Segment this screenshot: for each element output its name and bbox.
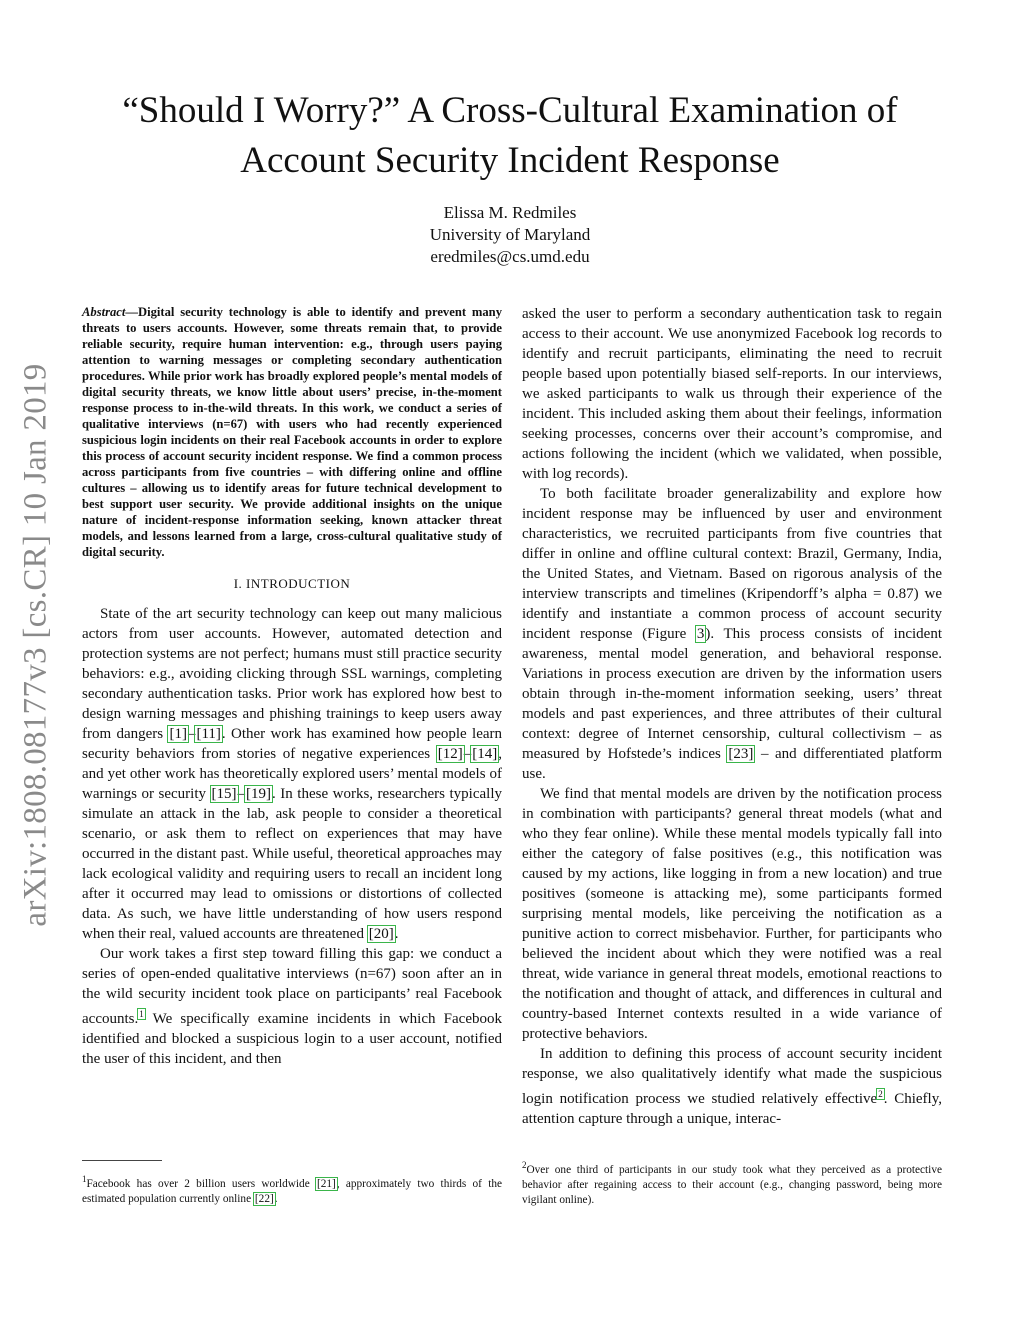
author-name: Elissa M. Redmiles: [443, 203, 577, 222]
right-column: [522, 304, 942, 1129]
figure-link[interactable]: 3: [696, 626, 705, 642]
footnote-1: $^1$Facebook has over 2 billion users worldwide [21], approximately two thirds of the estimated population currently online [22].: [82, 1174, 502, 1205]
intro-paragraph-1: State of the art security technology can keep out many malicious actors from user accounts. However, automated detection and protection systems are not perfect; humans must still practice security behaviors: e.g., avoiding clicking through SSL warnings, completing secondary authentication tasks. Prior work has explored how best to design warning messages and phishing trainings to keep users away from dangers [1]–[11]. Other work has examined how people learn security behaviors from stories of negative experiences [12]–[14], and yet other work has theoretically explored users’ mental models of warnings or security [15]–[19]. In these works, researchers typically simulate an attack in the lab, ask people to consider a theoretical scenario, or ask them to reflect on experiences that may have occurred in the distant past. While useful, theoretical approaches may lack ecological validity and requiring users to recall an incident long after it occurred may lead to omissions or distortions of collected data. As such, we have little understanding of how users respond when their real, valued accounts are threatened [20].: [82, 606, 503, 942]
abstract-text: —Digital security technology is able to identify and prevent many threats to users accounts. However, some threats remain that, to provide reliable security, require human intervention: e.g., through users paying attention to warning messages or completing secondary authentication procedures. While prior work has broadly explored people’s mental models of digital security threats, we know little about users’ precise, in-the-moment response process to in-the-wild threats. In this work, we conduct a series of qualitative interviews (n=67) with users who had recently experienced suspicious login incidents on their real Facebook accounts in order to explore this process of account security incident response. We find a common process across participants from five countries – with differing online and offline cultures – allowing us to identify areas for future technical development to best support user security. We provide additional insights on the unique nature of incident-response information seeking, known attacker threat models, and lessons learned from a large, cross-cultural qualitative study of digital security.: [82, 305, 502, 559]
footnote-rule: [82, 1160, 162, 1161]
footnote-2: $^2$Over one third of participants in our study took what they perceived as a protective behavior after regaining access to their account (e.g., changing password, being more vigilant online).: [522, 1160, 942, 1206]
footnote-link[interactable]: 2: [878, 1089, 883, 1099]
left-column: [82, 304, 502, 1069]
citation-link[interactable]: [20]: [368, 926, 394, 942]
citation-link[interactable]: [12]: [437, 746, 463, 762]
citation-link[interactable]: [1]: [169, 726, 187, 742]
citation-link[interactable]: [23]: [728, 746, 754, 762]
author-affiliation: University of Maryland: [429, 225, 591, 244]
paper-title: [60, 86, 960, 186]
intro-paragraph-4: We find that mental models are driven by the notification process in combination with participants? general threat models (what and who they fear online). While these mental models typically fall into either the category of false positives (e.g., this notification was caused by my actions, like logging in from a new location) and true positives (someone is attacking me), some participants formed surprising mental models, like perceiving the notification as a punitive action to correct misbehavior. Further, for participants who believed the incident about which they were notified was a real threat, wide variance in general threat models, emotional reactions to the notification and thought of attack, and differences in cultural and country-based Internet contexts resulted in a wide variance of protective behaviors.: [522, 786, 942, 1042]
intro-paragraph-5: In addition to defining this process of account security incident response, we also qualitatively identify what made the suspicious login notification process we studied relatively effective$^2$. Chiefly, attention capture through a unique, interac-: [522, 1046, 942, 1127]
citation-link[interactable]: [14]: [472, 746, 498, 762]
abstract: [82, 304, 502, 560]
footnote-link[interactable]: 1: [139, 1009, 144, 1019]
section-heading-introduction: I. INTRODUCTION: [233, 576, 351, 591]
citation-link[interactable]: [11]: [196, 726, 221, 742]
author-email: eredmiles@cs.umd.edu: [430, 247, 590, 266]
citation-link[interactable]: [15]: [211, 786, 237, 802]
arxiv-identifier: arXiv:1808.08177v3 [cs.CR] 10 Jan 2019: [17, 363, 54, 927]
intro-paragraph-3: To both facilitate broader generalizability and explore how incident response may be influenced by user and environment characteristics, we recruited participants from five countries that differ in online and offline cultural context: Brazil, Germany, India, the United States, and Vietnam. Based on rigorous analysis of the interview transcripts and timelines (Kripendorff’s alpha = 0.87) we identify and instantiate a common process of account security incident response (Figure 3). This process consists of incident awareness, mental model generation, and behavioral response. Variations in process execution are driven by the information users obtain through in-the-moment information seeking, users’ threat models and past experiences, and three attributes of their cultural context: degree of Internet censorship, cultural collectivism – as measured by Hofstede’s indices [23] – and differentiated platform use.: [522, 486, 942, 782]
author-block: [360, 202, 660, 268]
footnote-mark: 2: [522, 1160, 527, 1170]
title-line-1: “Should I Worry?” A Cross-Cultural Examination of: [122, 90, 898, 131]
intro-paragraph-continued: asked the user to perform a secondary authentication task to regain access to their account. We use anonymized Facebook log records to identify and recruit participants, eliminating the need to recruit people based upon potentially biased self-reports. In our interviews, we asked participants to walk us through their experience of the incident. This included asking them about their feelings, information seeking processes, concerns over their account’s compromise, and actions following the incident (which we validated, when possible, with log records).: [522, 306, 942, 482]
arxiv-sidebar: [14, 340, 58, 950]
citation-link[interactable]: [21]: [316, 1177, 336, 1190]
abstract-label: Abstract: [82, 305, 126, 319]
title-line-2: Account Security Incident Response: [240, 140, 780, 181]
intro-paragraph-2: Our work takes a first step toward filling this gap: we conduct a series of open-ended qualitative interviews (n=67) soon after an in the wild security incident took place on participants’ real Facebook accounts.$^1$ We specifically examine incidents in which Facebook identified and blocked a suspicious login to a user account, notified the user of this incident, and then: [82, 946, 502, 1067]
footnote-mark: 1: [82, 1174, 87, 1184]
citation-link[interactable]: [19]: [246, 786, 272, 802]
citation-link[interactable]: [22]: [254, 1192, 274, 1205]
